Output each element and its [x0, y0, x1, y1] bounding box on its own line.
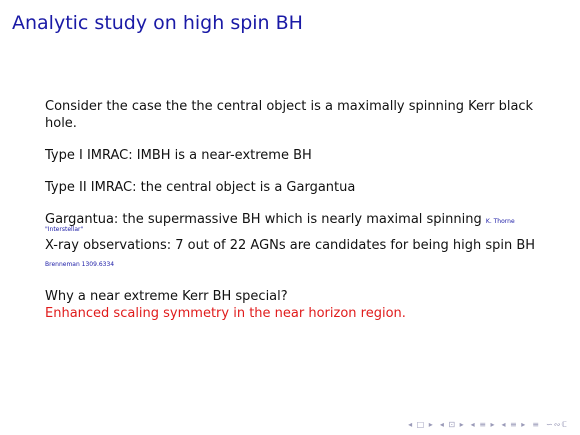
- nav-search-icon[interactable]: ∽∾ℂ: [546, 420, 568, 429]
- paragraph-why: [45, 288, 540, 322]
- gargantua-text: Gargantua: the supermassive BH which is nearly maximal spinning: [45, 212, 482, 227]
- paragraph-type-1: Type I IMRAC: IMBH is a near-extreme BH: [45, 148, 312, 163]
- paragraph-gargantua: [45, 211, 540, 234]
- citation-interstellar[interactable]: "Interstellar": [45, 226, 84, 233]
- slide-title: Analytic study on high spin BH: [12, 12, 303, 34]
- paragraph-type-2: Type II IMRAC: the central object is a Gargantua: [45, 180, 356, 195]
- nav-section-arrows[interactable]: ◂ ≡ ▸: [501, 420, 527, 429]
- xray-text: X-ray observations: 7 out of 22 AGNs are candidates for being high spin BH: [45, 238, 536, 253]
- citation-thorne[interactable]: K. Thorne: [485, 218, 515, 225]
- slide-body: [45, 98, 540, 337]
- nav-frame-arrows[interactable]: ◂ ⊡ ▸: [439, 420, 465, 429]
- paragraph-kerr: Consider the case the the central object is a maximally spinning Kerr black hole.: [45, 99, 534, 131]
- symmetry-highlight: Enhanced scaling symmetry in the near horizon region.: [45, 306, 406, 321]
- nav-align-icon[interactable]: ≡: [532, 420, 540, 429]
- citation-brenneman[interactable]: Brenneman 1309.6334: [45, 261, 115, 268]
- paragraph-xray: [45, 237, 540, 273]
- nav-subsection-arrows[interactable]: ◂ ≡ ▸: [470, 420, 496, 429]
- beamer-navigation: [408, 420, 568, 429]
- why-question: Why a near extreme Kerr BH special?: [45, 289, 288, 304]
- nav-slide-arrows[interactable]: ◂ □ ▸: [408, 420, 434, 429]
